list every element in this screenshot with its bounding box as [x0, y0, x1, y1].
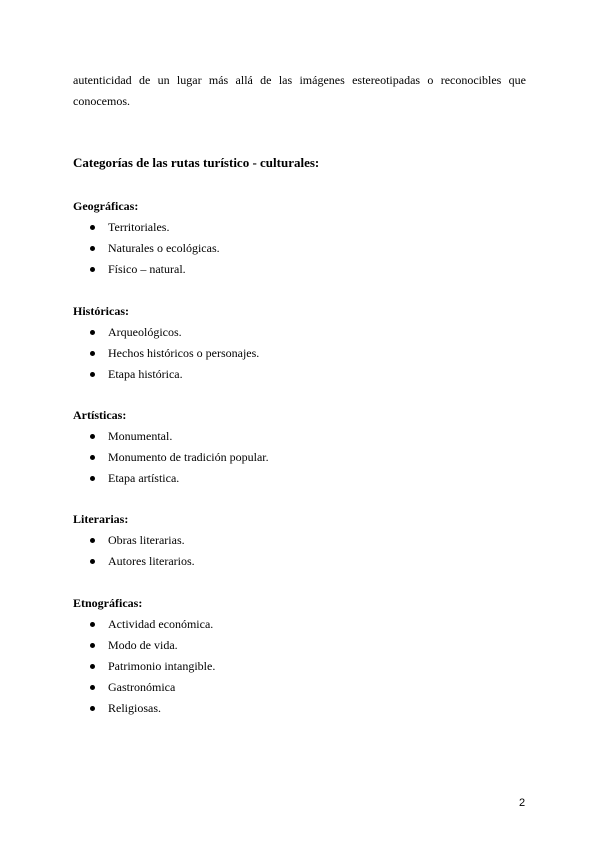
- bullet-icon: [90, 476, 95, 481]
- list-item-text: Etapa artística.: [108, 471, 180, 485]
- list-item: [73, 447, 533, 468]
- page-number: 2: [519, 797, 526, 809]
- bullet-icon: [90, 372, 95, 377]
- category-title: Etnográficas:: [73, 596, 143, 610]
- section-heading: Categorías de las rutas turístico - culturales:: [73, 155, 320, 170]
- list-item: [73, 698, 533, 719]
- category-title: Geográficas:: [73, 199, 139, 213]
- list-item: [73, 322, 533, 343]
- list-item-text: Arqueológicos.: [108, 325, 182, 339]
- list-item-text: Actividad económica.: [108, 617, 214, 631]
- category-list: [73, 322, 533, 385]
- list-item-text: Obras literarias.: [108, 533, 185, 547]
- list-item: [73, 677, 533, 698]
- list-item: [73, 551, 533, 572]
- category-literarias: [73, 509, 533, 572]
- bullet-icon: [90, 643, 95, 648]
- list-item-text: Territoriales.: [108, 220, 170, 234]
- list-item-text: Hechos históricos o personajes.: [108, 346, 260, 360]
- list-item: [73, 635, 533, 656]
- list-item: [73, 217, 533, 238]
- list-item-text: Gastronómica: [108, 680, 176, 694]
- category-title: Literarias:: [73, 512, 129, 526]
- category-title: Artísticas:: [73, 408, 127, 422]
- category-geograficas: [73, 196, 533, 280]
- list-item-text: Etapa histórica.: [108, 367, 183, 381]
- bullet-icon: [90, 685, 95, 690]
- bullet-icon: [90, 246, 95, 251]
- intro-paragraph: [73, 70, 526, 112]
- bullet-icon: [90, 330, 95, 335]
- list-item: [73, 530, 533, 551]
- list-item-text: Autores literarios.: [108, 554, 195, 568]
- list-item-text: Naturales o ecológicas.: [108, 241, 220, 255]
- list-item: [73, 238, 533, 259]
- list-item: [73, 426, 533, 447]
- list-item: [73, 614, 533, 635]
- list-item-text: Religiosas.: [108, 701, 161, 715]
- list-item: [73, 656, 533, 677]
- list-item-text: Monumental.: [108, 429, 173, 443]
- bullet-icon: [90, 225, 95, 230]
- list-item-text: Monumento de tradición popular.: [108, 450, 269, 464]
- category-historicas: [73, 301, 533, 385]
- intro-line-2: conocemos.: [73, 94, 130, 108]
- list-item-text: Modo de vida.: [108, 638, 178, 652]
- category-etnograficas: [73, 593, 533, 719]
- bullet-icon: [90, 351, 95, 356]
- bullet-icon: [90, 267, 95, 272]
- intro-line-1: autenticidad de un lugar más allá de las imágenes estereotipadas o reconocibles que: [73, 73, 526, 87]
- bullet-icon: [90, 538, 95, 543]
- bullet-icon: [90, 434, 95, 439]
- category-title: Históricas:: [73, 304, 129, 318]
- category-list: [73, 426, 533, 489]
- list-item: [73, 343, 533, 364]
- list-item-text: Físico – natural.: [108, 262, 186, 276]
- category-list: [73, 217, 533, 280]
- bullet-icon: [90, 559, 95, 564]
- bullet-icon: [90, 455, 95, 460]
- bullet-icon: [90, 622, 95, 627]
- category-artisticas: [73, 405, 533, 489]
- list-item: [73, 259, 533, 280]
- list-item-text: Patrimonio intangible.: [108, 659, 216, 673]
- category-list: [73, 614, 533, 719]
- category-list: [73, 530, 533, 572]
- list-item: [73, 468, 533, 489]
- bullet-icon: [90, 706, 95, 711]
- bullet-icon: [90, 664, 95, 669]
- list-item: [73, 364, 533, 385]
